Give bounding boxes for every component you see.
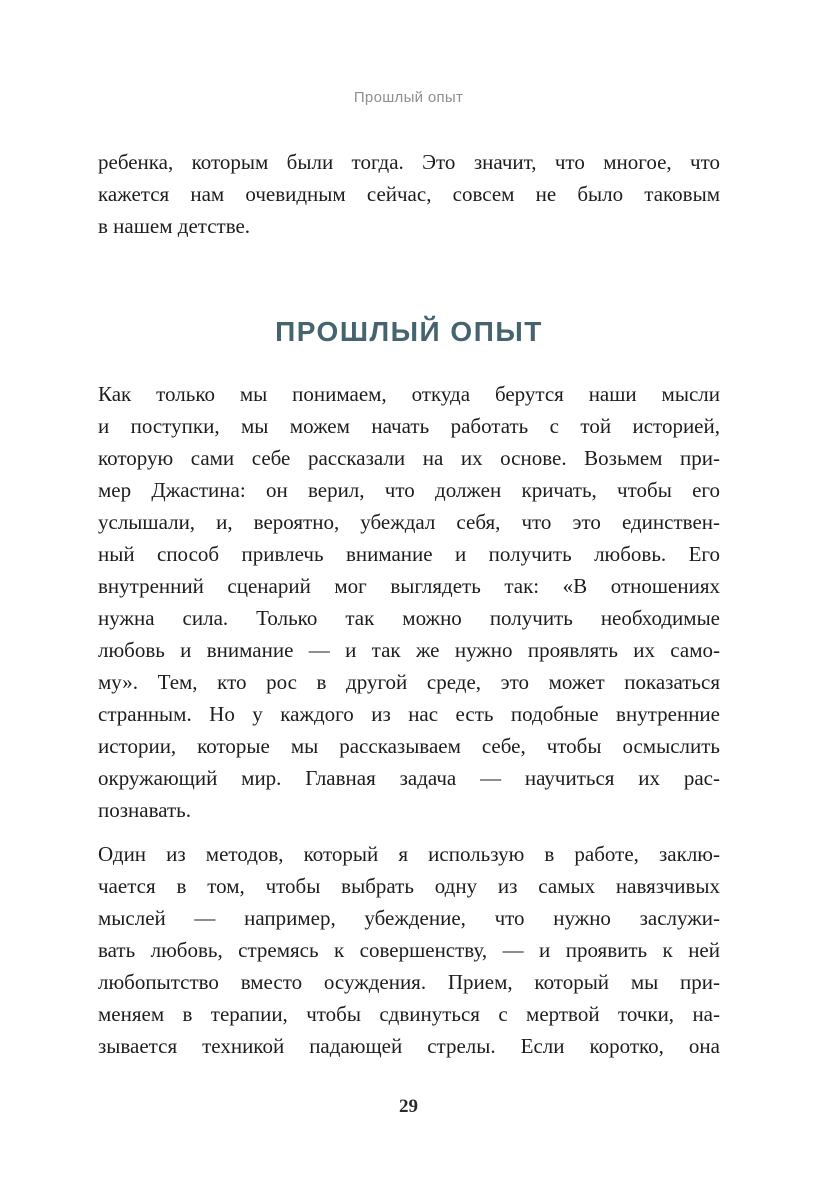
paragraph-2 xyxy=(98,838,720,1062)
text-line: меняем в терапии, чтобы сдвинуться с мертвой точки, на- xyxy=(98,1002,720,1026)
text-line: нужна сила. Только так можно получить необходимые xyxy=(98,606,720,630)
chapter-heading: ПРОШЛЫЙ ОПЫТ xyxy=(275,316,543,347)
text-line: Как только мы понимаем, откуда берутся наши мысли xyxy=(98,382,720,406)
text-line: которую сами себе рассказали на их основе. Возьмем при- xyxy=(98,446,720,470)
text-line: зывается техникой падающей стрелы. Если коротко, она xyxy=(98,1034,720,1058)
text-line: услышали, и, вероятно, убеждал себя, что это единствен- xyxy=(98,510,720,534)
text-line: мыслей — например, убеждение, что нужно заслужи- xyxy=(98,906,720,930)
text-line: внутренний сценарий мог выглядеть так: «В отношениях xyxy=(98,574,720,598)
page-number: 29 xyxy=(399,1096,418,1117)
text-line: истории, которые мы рассказываем себе, чтобы осмыслить xyxy=(98,734,720,758)
text-line: любовь и внимание — и так же нужно проявлять их само- xyxy=(98,638,720,662)
text-line: и поступки, мы можем начать работать с той историей, xyxy=(98,414,720,438)
running-header: Прошлый опыт xyxy=(353,89,464,106)
intro-paragraph xyxy=(98,146,720,242)
page-content xyxy=(98,146,720,1062)
text-line: му». Тем, кто рос в другой среде, это может показаться xyxy=(98,670,720,694)
text-line: окружающий мир. Главная задача — научиться их рас- xyxy=(98,766,720,790)
text-line: любопытство вместо осуждения. Прием, который мы при- xyxy=(98,970,720,994)
text-line: вать любовь, стремясь к совершенству, — и проявить к ней xyxy=(98,938,720,962)
text-line: ребенка, которым были тогда. Это значит, что многое, что xyxy=(98,150,720,174)
text-line: Один из методов, который я использую в работе, заклю- xyxy=(98,842,720,866)
text-line: мер Джастина: он верил, что должен кричать, чтобы его xyxy=(98,478,720,502)
text-line: странным. Но у каждого из нас есть подобные внутренние xyxy=(98,702,720,726)
text-line: познавать. xyxy=(98,798,192,822)
text-line: ный способ привлечь внимание и получить любовь. Его xyxy=(98,542,720,566)
text-line: кажется нам очевидным сейчас, совсем не было таковым xyxy=(98,182,720,206)
text-line: чается в том, чтобы выбрать одну из самых навязчивых xyxy=(98,874,720,898)
text-line: в нашем детстве. xyxy=(98,214,251,238)
paragraph-1 xyxy=(98,378,720,826)
